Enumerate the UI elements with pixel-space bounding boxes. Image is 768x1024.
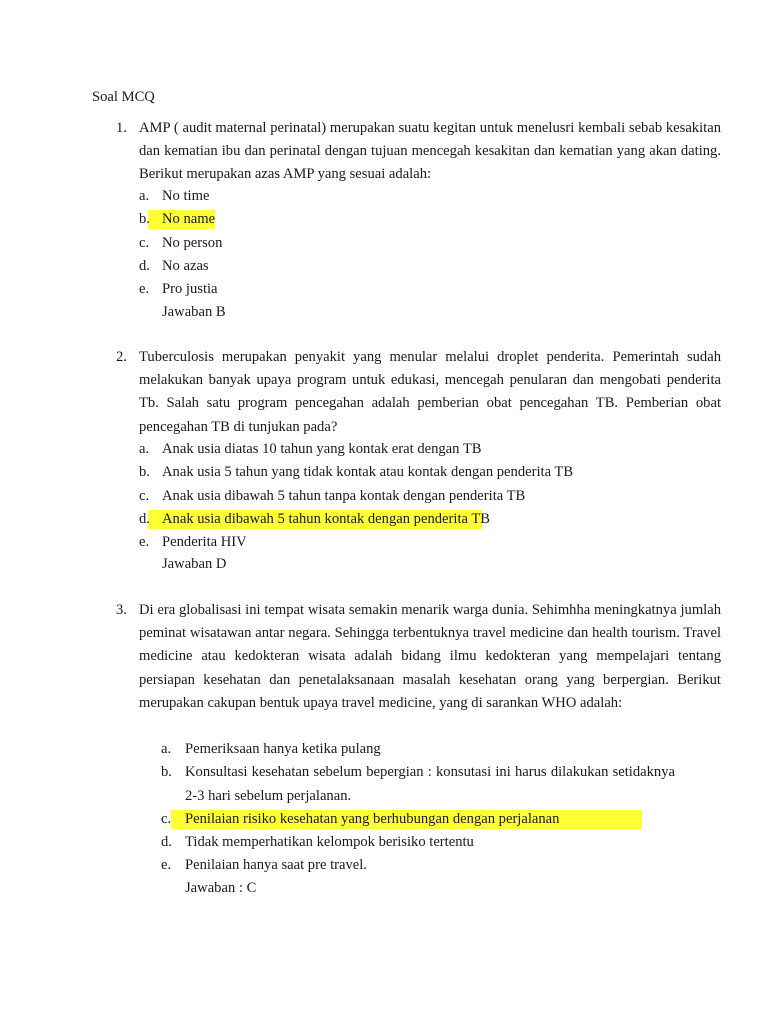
option-letter: c. — [139, 234, 150, 251]
option-b-highlighted — [139, 208, 768, 231]
option-text: Anak usia dibawah 5 tahun tanpa kontak dengan penderita TB — [162, 487, 526, 504]
option-letter: b. — [139, 211, 150, 228]
option-c — [139, 485, 768, 508]
option-text: Anak usia diatas 10 tahun yang kontak erat dengan TB — [162, 441, 482, 457]
question-number: 2. — [116, 349, 127, 365]
option-a — [139, 185, 768, 208]
option-text: Penilaian risiko kesehatan yang berhubungan dengan perjalanan — [185, 810, 560, 827]
options-list — [139, 185, 768, 301]
option-text: Konsultasi kesehatan sebelum bepergian : konsutasi ini harus dilakukan setidaknya 2-3 hari sebelum perjalanan. — [185, 764, 675, 804]
option-d — [161, 831, 761, 854]
option-c — [139, 232, 768, 255]
option-letter: a. — [139, 188, 150, 204]
answer-text: Jawaban D — [162, 556, 227, 572]
option-b — [161, 761, 761, 807]
option-d — [139, 255, 768, 278]
option-text: Pemeriksaan hanya ketika pulang — [185, 741, 381, 757]
option-text: Pro justia — [162, 281, 218, 298]
option-letter: a. — [139, 441, 150, 457]
option-letter: b. — [139, 464, 150, 481]
answer-text: Jawaban B — [162, 304, 226, 320]
option-c-highlighted — [161, 808, 761, 831]
option-letter: c. — [139, 487, 150, 504]
option-a — [139, 438, 768, 461]
option-text: Penilaian hanya saat pre travel. — [185, 857, 367, 874]
question-number: 1. — [116, 120, 127, 136]
question-text: Di era globalisasi ini tempat wisata semakin menarik warga dunia. Sehimhha meningkatnya jumlah peminat wisatawan antar negara. Sehingga terbentuknya travel medicine dan health tourism. Travel medicine atau kedokteran wisata adalah bidang ilmu kedokteran yang mempelajari tentang persiapan kesehatan dan penetalaksanaan masalah kesehatan orang yang berpergian. Berikut merupakan cakupan bentuk upaya travel medicine, yang di sarankan WHO adalah: — [139, 602, 721, 711]
option-letter: c. — [161, 810, 172, 827]
question-text: Tuberculosis merupakan penyakit yang menular melalui droplet penderita. Pemerintah sudah melakukan banyak upaya program untuk edukasi, mencegah penularan dan mengobati penderita Tb. Salah satu program pencegahan adalah pemberian obat pencegahan TB. Pemberian obat pencegahan TB di tunjukan pada? — [139, 349, 721, 435]
option-text: No person — [162, 234, 223, 251]
option-letter: b. — [161, 764, 172, 781]
option-letter: d. — [139, 257, 150, 274]
option-e — [161, 854, 761, 877]
question-text: AMP ( audit maternal perinatal) merupakan suatu kegitan untuk menelusri kembali sebab kesakitan dan kematian ibu dan perinatal dengan tujuan mencegah kesakitan dan kematian yang akan dating. Berikut merupakan azas AMP yang sesuai adalah: — [139, 120, 721, 183]
option-letter: d. — [161, 833, 172, 850]
option-text: No name — [162, 211, 216, 228]
options-list — [161, 738, 761, 878]
option-text: No azas — [162, 257, 209, 274]
option-letter: e. — [161, 857, 172, 874]
options-list — [139, 438, 768, 554]
option-letter: e. — [139, 534, 150, 551]
option-letter: d. — [139, 510, 150, 527]
option-text: Anak usia dibawah 5 tahun kontak dengan penderita TB — [162, 510, 491, 527]
option-letter: a. — [161, 741, 172, 757]
answer-text: Jawaban : C — [185, 880, 257, 896]
option-d-highlighted — [139, 508, 768, 531]
document-title: Soal MCQ — [92, 89, 155, 105]
option-text: No time — [162, 188, 210, 204]
option-letter: e. — [139, 281, 150, 298]
option-e — [139, 278, 768, 301]
option-text: Penderita HIV — [162, 534, 247, 551]
option-b — [139, 461, 768, 484]
option-e — [139, 531, 768, 554]
option-text: Tidak memperhatikan kelompok berisiko tertentu — [185, 833, 474, 850]
question-number: 3. — [116, 602, 127, 618]
option-text: Anak usia 5 tahun yang tidak kontak atau kontak dengan penderita TB — [162, 464, 574, 481]
option-a — [161, 738, 761, 761]
